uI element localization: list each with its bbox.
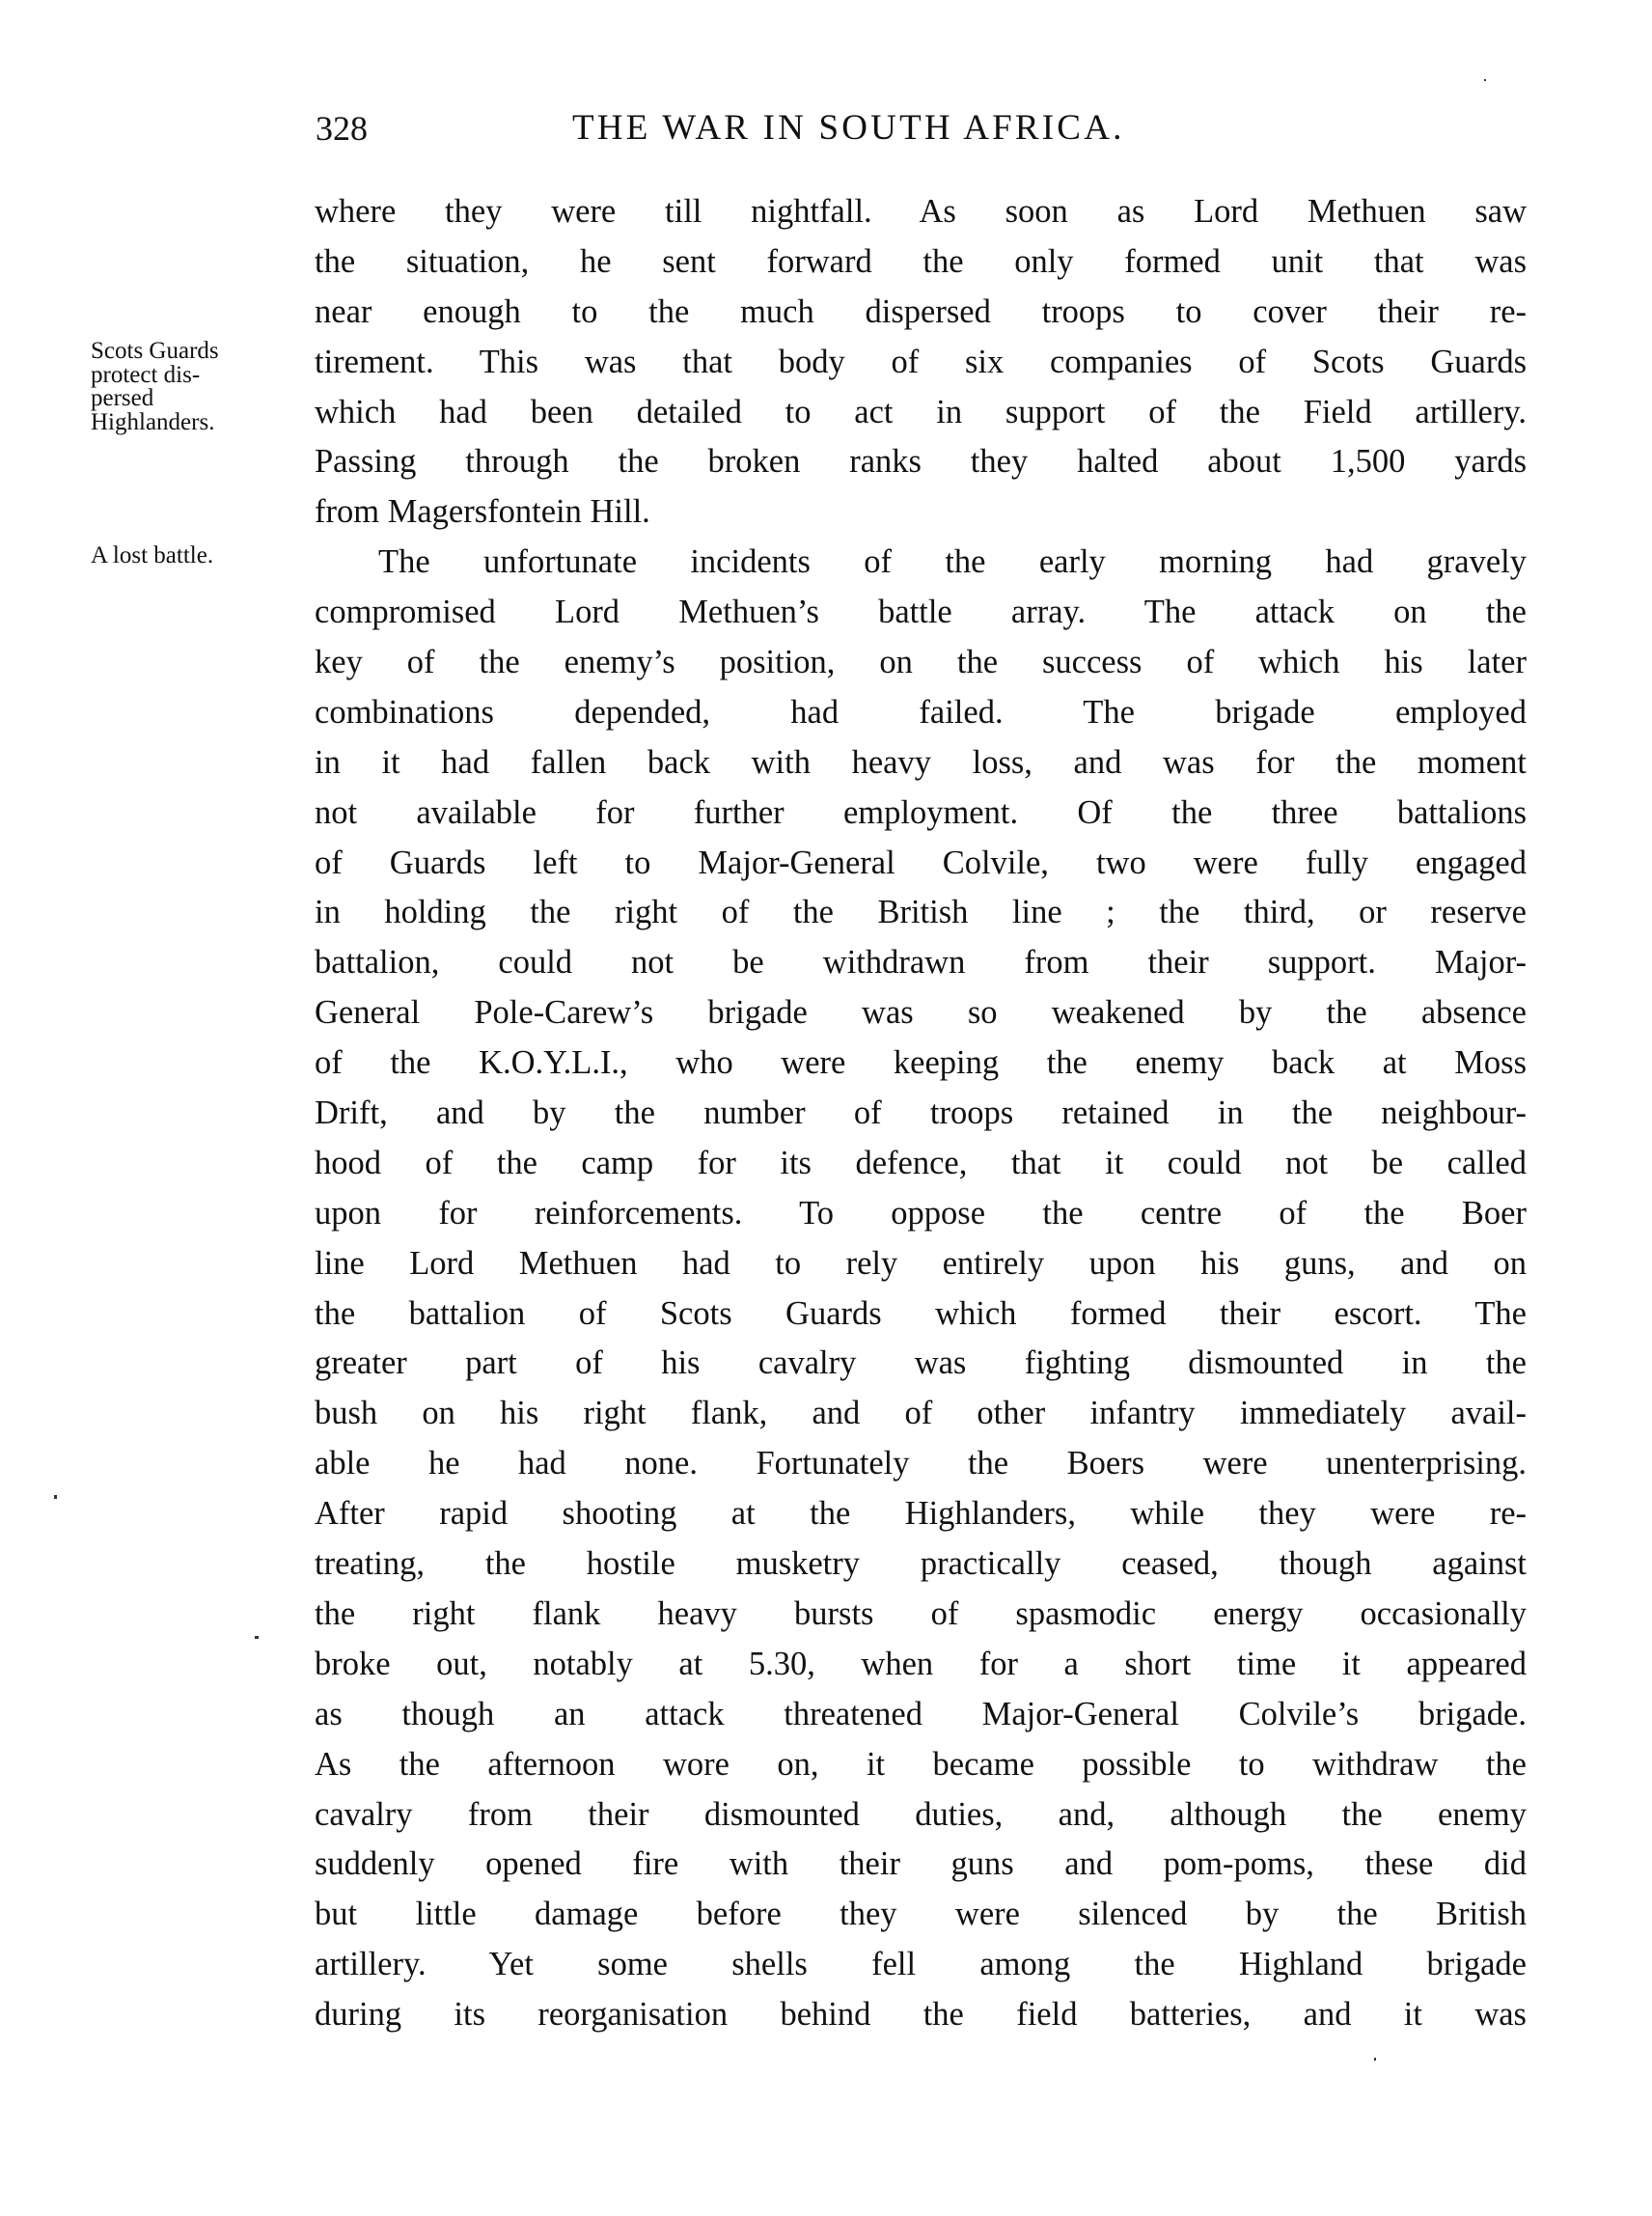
text-line: Drift, and by the number of troops retained in the neighbour- — [315, 1094, 1527, 1132]
text-line: artillery. Yet some shells fell among the Highland brigade — [315, 1946, 1527, 1983]
text-line: key of the enemy’s position, on the success of which his later — [315, 644, 1527, 681]
text-line: bush on his right flank, and of other infantry immediately avail- — [315, 1395, 1527, 1432]
text-line: in it had fallen back with heavy loss, and was for the moment — [315, 743, 1527, 781]
page-number: 328 — [316, 109, 368, 148]
text-line: as though an attack threatened Major-General Colvile’s brigade. — [315, 1695, 1527, 1732]
text-line: upon for reinforcements. To oppose the centre of the Boer — [315, 1194, 1527, 1232]
text-line: hood of the camp for its defence, that it could not be called — [315, 1144, 1527, 1181]
text-line: the right flank heavy bursts of spasmodic energy occasionally — [315, 1594, 1527, 1632]
margin-note-lost-battle — [91, 544, 213, 568]
margin-note-line: persed — [91, 385, 154, 411]
body-text — [315, 187, 1527, 2040]
text-line: the situation, he sent forward the only formed unit that was — [315, 242, 1527, 280]
text-line: where they were till nightfall. As soon as Lord Methuen saw — [315, 193, 1527, 230]
text-line: tirement. This was that body of six companies of Scots Guards — [315, 343, 1527, 380]
paragraph — [315, 538, 1527, 2040]
text-line: As the afternoon wore on, it became possible to withdraw the — [315, 1745, 1527, 1783]
text-line: not available for further employment. Of the three battalions — [315, 793, 1527, 831]
text-line: in holding the right of the British line ; the third, or reserve — [315, 894, 1527, 931]
scan-speck — [54, 1495, 57, 1499]
margin-note-line: Highlanders. — [91, 408, 215, 435]
text-line: battalion, could not be withdrawn from their support. Major- — [315, 944, 1527, 982]
scan-speck — [1484, 79, 1486, 81]
scan-speck — [255, 1636, 259, 1639]
margin-note-line: protect dis- — [91, 361, 201, 388]
text-line: near enough to the much dispersed troops to cover their re- — [315, 292, 1527, 330]
text-line: during its reorganisation behind the field batteries, and it was — [315, 1996, 1527, 2034]
text-line: treating, the hostile musketry practically ceased, though against — [315, 1545, 1527, 1583]
margin-note-line: Scots Guards — [91, 338, 219, 364]
text-line: combinations depended, had failed. The brigade employed — [315, 693, 1527, 731]
text-line: suddenly opened fire with their guns and pom-poms, these did — [315, 1845, 1527, 1883]
text-line: line Lord Methuen had to rely entirely upon his guns, and on — [315, 1244, 1527, 1282]
text-line: but little damage before they were silenced by the British — [315, 1896, 1527, 1933]
text-line: which had been detailed to act in support of the Field artillery. — [315, 393, 1527, 430]
text-line: greater part of his cavalry was fighting dismounted in the — [315, 1344, 1527, 1382]
text-line: broke out, notably at 5.30, when for a short time it appeared — [315, 1645, 1527, 1682]
text-line: Passing through the broken ranks they halted about 1,500 yards — [315, 443, 1527, 481]
text-line: from Magersfontein Hill. — [315, 493, 650, 531]
text-line: able he had none. Fortunately the Boers were unenterprising. — [315, 1445, 1527, 1482]
text-line: of the K.O.Y.L.I., who were keeping the enemy back at Moss — [315, 1044, 1527, 1082]
margin-note-scots-guards — [91, 340, 219, 434]
margin-note-line: A lost battle. — [91, 542, 214, 568]
text-line: cavalry from their dismounted duties, and, although the enemy — [315, 1795, 1527, 1833]
paragraph — [315, 187, 1527, 538]
text-line: General Pole-Carew’s brigade was so weakened by the absence — [315, 994, 1527, 1032]
text-line: of Guards left to Major-General Colvile, two were fully engaged — [315, 844, 1527, 881]
running-head — [316, 104, 1525, 152]
text-line: compromised Lord Methuen’s battle array. The attack on the — [315, 594, 1527, 631]
text-line: The unfortunate incidents of the early morning had gravely — [378, 543, 1527, 581]
scan-speck — [1374, 2058, 1376, 2061]
running-title: THE WAR IN SOUTH AFRICA. — [572, 108, 1125, 148]
text-line: the battalion of Scots Guards which formed their escort. The — [315, 1294, 1527, 1332]
text-line: After rapid shooting at the Highlanders, while they were re- — [315, 1495, 1527, 1533]
